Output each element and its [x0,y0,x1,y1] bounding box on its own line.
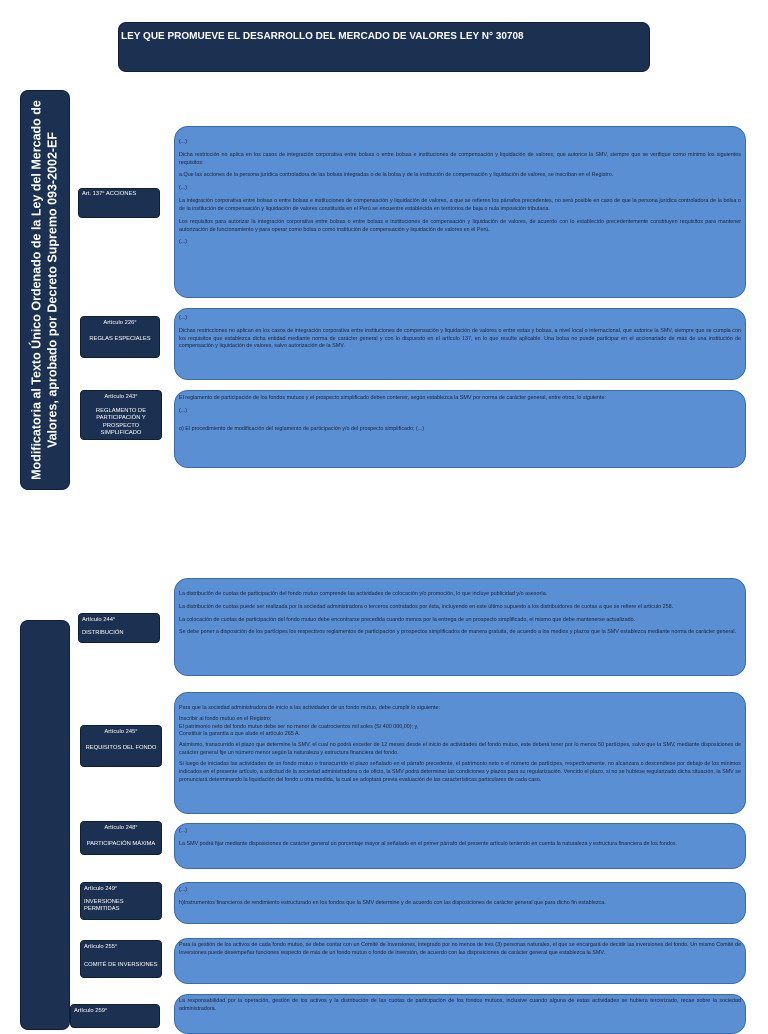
law-reference-text: Modificatoria al Texto Único Ordenado de la Ley del Mercado de Valores, aprobado por Decreto Supremo 093-2002-EF [29,100,59,480]
article-number: Artículo 255° [84,944,118,950]
article-content-244 [174,578,746,676]
page-title: LEY QUE PROMUEVE EL DESARROLLO DEL MERCADO DE VALORES LEY N° 30708 [118,22,650,72]
paragraph: El reglamento de participación de los fondos mutuos y el prospecto simplificado deben contener, según establezca la SMV por norma de carácter general, entre otros, lo siguiente: [179,395,607,401]
article-title: PARTICIPACIÓN MÁXIMA [86,840,156,847]
paragraph: Asimismo, transcurrido el plazo que determine la SMV, el cual no podrá exceder de 12 meses desde el inicio de actividades del fondo mutuo, este deberá tener por lo menos 50 partícipes, salvo que la SMV, mediante disposiciones de carácter general fije un número menor según la naturaleza y estructura financiera del fondo. [179,742,741,757]
article-content-259 [174,994,746,1034]
article-label-244 [78,613,160,643]
article-number: Artículo 226° [103,320,137,326]
paragraph: La colocación de cuotas de participación del fondo mutuo debe encontrarse precedida cuando menos por la entrega de un prospecto simplificado, el mismo que debe mantenerse actualizado. [179,616,636,623]
paragraph: o) El procedimiento de modificación del reglamento de participación y/o del prospecto simplificado; (...) [179,425,425,432]
article-number: Artículo 259° [74,1008,108,1014]
paragraph: (...) [179,887,188,893]
paragraph: Para la gestión de los activos de cada fondo mutuo, se debe contar con un Comité de Inversiones, integrado por no menos de tres (3) personas naturales, el que se encargará de decidir las inversiones del fondo. Un mismo Comité de Inversiones puede desempeñar funciones respecto de más de un fondo mutuo o fondo de inversión, de acuerdo con las disposiciones de carácter general que establezca la SMV. [179,942,741,956]
paragraph: La responsabilidad por la operación, gestión de los activos y la distribución de las cuotas de participación de los fondos mutuos, inclusive cuando alguna de estas actividades se hubiera tercerizado, recae sobre la sociedad administradora. [179,998,741,1012]
article-title: DISTRIBUCIÓN [82,629,124,636]
article-number: Artículo 249° [84,886,118,892]
article-title: REQUISITOS DEL FONDO [85,744,157,751]
article-content-249 [174,882,746,924]
article-content-245 [174,692,746,814]
paragraph: h)Instrumentos financieros de rendimiento estructurado en los fondos que la SMV determine y de acuerdo con las disposiciones de carácter general que para dicho fin establezca. [179,899,606,906]
paragraph: Los requisitos para autorizar la integración corporativa entre bolsas o entre bolsas e instituciones de compensación y liquidación de valores, de acuerdo con lo establecido precedentemente constituyen requisitos para mantener autorización de funcionamiento y para operar como bolsa o como institución de compensación y liquidación de valores en el Perú. [179,218,741,233]
paragraph: (...) [179,315,188,321]
secondary-sidebar [20,620,70,1030]
paragraph: La distribución de cuotas puede ser realizada por la sociedad administradora o terceros contratados por ésta, incluyendo en este último supuesto a los distribuidores de cuotas a que se refiere el artículo 258. [179,603,674,610]
article-label-245 [80,725,162,767]
paragraph: Para que la sociedad administradora de inicio a las actividades de un fondo mutuo, debe cumplir lo siguiente: [179,705,441,711]
article-label-243 [80,390,162,440]
article-number: Artículo 244° [82,617,116,623]
article-number: Artículo 245° [104,729,138,735]
paragraph: La integración corporativa entre bolsas o entre bolsas e instituciones de compensación y liquidación de valores, a que se refieren los párrafos precedentes, no será posible en caso de que la persona jurídica controladora de la bolsa o de la institución de compensación y liquidación de valores constituida en el Perú se encuentre establecida en territorios de baja o nula imposición tributaria. [179,198,741,212]
paragraph: (...) [179,828,188,834]
article-content-255 [174,938,746,984]
article-label-248 [80,821,162,855]
article-content-243 [174,390,746,468]
article-title: REGLAMENTO DE PARTICIPACIÓN Y PROSPECTO SIMPLIFICADO [95,407,147,437]
paragraph: Si luego de iniciadas las actividades de un fondo mutuo o transcurrido el plazo señalado en el párrafo precedente, el patrimonio neto o el número de partícipes, respectivamente, no alcanzara o descendiese por debajo de los mínimos indicados en el presente artículo, a solicitud de la sociedad administradora o de oficio, la SMV podrá determinar las condiciones y plazos para su regularización. Vencido el plazo, si no se hubiese regularizado dicha situación, la SMV se pronunciará determinando la liquidación del fondo u otra medida, la cual se adoptará previa evaluación de las características particulares de cada caso. [179,760,741,783]
paragraph: Inscribir al fondo mutuo en el Registro; El patrimonio neto del fondo mutuo debe ser no menor de cuatrocientos mil soles (S/ 400 000,00); y, Constituir la garantía a que alude el artículo 265 A. [179,715,419,738]
paragraph: (...) [179,185,188,192]
article-number: Art. 137° ACCIONES [82,191,137,197]
paragraph: (...) [179,139,188,145]
paragraph: (...) [179,407,188,414]
article-label-255 [80,940,162,978]
law-reference-sidebar [20,90,70,490]
paragraph: Se debe poner a disposición de los partícipes los respectivos reglamentos de participación y prospectos simplificados de manera gratuita, de acuerdo a los medios y plazos que la SMV establezca mediante norma de carácter general. [179,629,737,636]
article-content-248 [174,823,746,869]
paragraph: a.Que las acciones de la persona jurídica controladora de las bolsas integradas o de la bolsa y de la institución de compensación y liquidación de valores, se inscriban en el Registro. [179,172,614,179]
article-label-137 [78,188,160,218]
paragraph: Dicha restricción no aplica en los casos de integración corporativa entre bolsas o entre bolsas e instituciones de compensación y liquidación de valores, que autorice la SMV, siempre que se verifique como mínimo los siguientes requisitos: [179,151,741,166]
paragraph: La distribución de cuotas de participación del fondo mutuo comprende las actividades de colocación y/o promoción, lo que incluye publicidad y/o asesoría. [179,591,548,597]
article-label-259 [70,1004,160,1028]
article-title: INVERSIONES PERMITIDAS [84,898,124,913]
article-content-226 [174,308,746,380]
paragraph: (...) [179,239,188,246]
article-label-249 [80,882,162,920]
article-number: Artículo 243° [104,394,138,400]
article-title: REGLAS ESPECIALES [89,335,151,342]
article-number: Artículo 248° [104,825,138,831]
article-content-137 [174,126,746,298]
paragraph: Dichas restricciones no aplican en los casos de integración corporativa entre instituciones de compensación y liquidación de valores o entre estas y bolsas, a nivel local o internacional, que autorice la SMV, siempre que se cumpla con los requisitos que establezca dicha entidad mediante norma de carácter general y con lo dispuesto en el artículo 137, en lo que resulte aplicable. Una bolsa no puede participar en el accionariado de más de una institución de compensación y liquidación de valores, salvo autorización de la SMV. [179,327,741,350]
article-title: COMITÉ DE INVERSIONES [84,961,158,968]
article-label-226 [80,316,160,358]
paragraph: La SMV podrá fijar mediante disposiciones de carácter general un porcentaje mayor al señalado en el primer párrafo del presente artículo teniendo en cuenta la naturaleza y estructura financiera de los fondos. [179,840,678,847]
